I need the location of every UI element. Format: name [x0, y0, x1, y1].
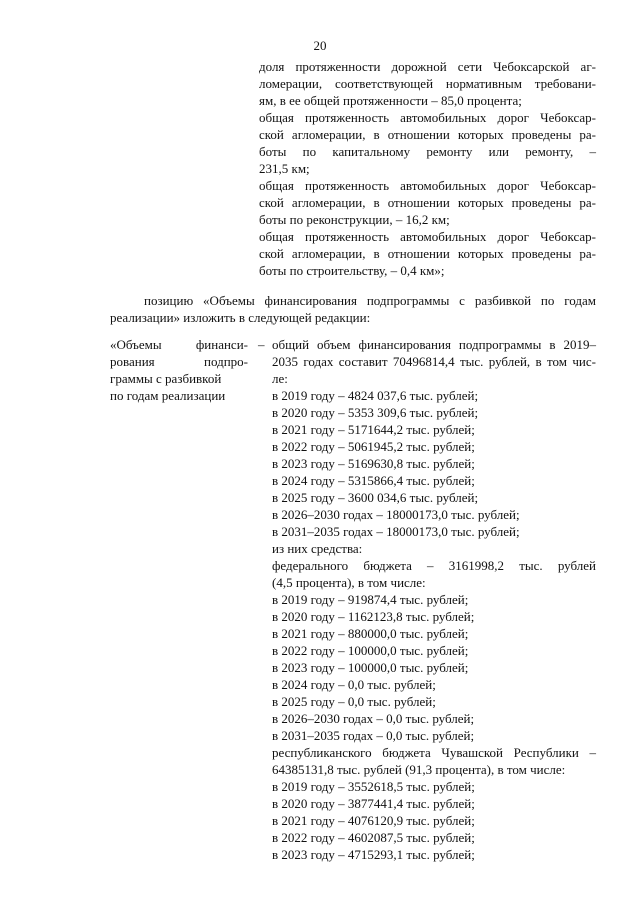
label-line: по годам реализации: [110, 388, 226, 403]
funding-line: в 2023 году – 4715293,1 тыс. рублей;: [272, 847, 475, 862]
table-value-column: [272, 336, 596, 863]
label-line: граммы с разбивкой: [110, 371, 222, 386]
funding-line: в 2026–2030 годах – 0,0 тыс. рублей;: [272, 711, 475, 726]
page-number: 20: [313, 38, 327, 53]
funding-line: общий объем финансирования подпрограммы в 2019–: [272, 337, 596, 352]
indicator-line: доля протяженности дорожной сети Чебоксарской аг-: [259, 59, 596, 74]
indicator-line: ской агломерации, в отношении которых проведены ра-: [259, 127, 596, 142]
indicator-line: боты по капитальному ремонту или ремонту, –: [259, 144, 596, 159]
position-paragraph-line-2: реализации» изложить в следующей редакции:: [110, 310, 371, 325]
funding-line: в 2022 году – 100000,0 тыс. рублей;: [272, 643, 469, 658]
funding-line: в 2021 году – 5171644,2 тыс. рублей;: [272, 422, 475, 437]
funding-line: в 2022 году – 4602087,5 тыс. рублей;: [272, 830, 475, 845]
table-label-column: [110, 336, 248, 404]
funding-line: в 2023 году – 100000,0 тыс. рублей;: [272, 660, 469, 675]
label-line: рования подпро-: [110, 354, 248, 369]
funding-line: (4,5 процента), в том числе:: [272, 575, 426, 590]
indicator-line: общая протяженность автомобильных дорог Чебоксар-: [259, 229, 596, 244]
funding-line: в 2019 году – 3552618,5 тыс. рублей;: [272, 779, 475, 794]
funding-line: ле:: [272, 371, 288, 386]
funding-line: в 2025 году – 0,0 тыс. рублей;: [272, 694, 436, 709]
funding-line: в 2031–2035 годах – 0,0 тыс. рублей;: [272, 728, 475, 743]
funding-line: в 2023 году – 5169630,8 тыс. рублей;: [272, 456, 475, 471]
indicators-block: [259, 58, 596, 279]
position-paragraph-line-1: позицию «Объемы финансирования подпрограммы с разбивкой по годам: [144, 293, 596, 308]
funding-line: в 2019 году – 4824 037,6 тыс. рублей;: [272, 388, 479, 403]
position-paragraph: [110, 292, 596, 326]
funding-line: в 2025 году – 3600 034,6 тыс. рублей;: [272, 490, 479, 505]
funding-line: в 2024 году – 0,0 тыс. рублей;: [272, 677, 436, 692]
indicator-line: боты по реконструкции, – 16,2 км;: [259, 212, 450, 227]
funding-line: 2035 годах составит 70496814,4 тыс. рублей, в том чис-: [272, 354, 596, 369]
indicator-line: общая протяженность автомобильных дорог Чебоксар-: [259, 110, 596, 125]
indicator-line: ям, в ее общей протяженности – 85,0 процента;: [259, 93, 522, 108]
indicator-line: 231,5 км;: [259, 161, 310, 176]
funding-line: в 2020 году – 3877441,4 тыс. рублей;: [272, 796, 475, 811]
funding-line: в 2021 году – 880000,0 тыс. рублей;: [272, 626, 469, 641]
indicator-line: ской агломерации, в отношении которых проведены ра-: [259, 195, 596, 210]
funding-line: в 2020 году – 5353 309,6 тыс. рублей;: [272, 405, 479, 420]
indicator-line: боты по строительству, – 0,4 км»;: [259, 263, 445, 278]
funding-line: республиканского бюджета Чувашской Республики –: [272, 745, 596, 760]
indicator-line: ломерации, соответствующей нормативным требовани-: [259, 76, 596, 91]
funding-line: в 2019 году – 919874,4 тыс. рублей;: [272, 592, 469, 607]
table-dash: –: [258, 337, 265, 352]
funding-line: 64385131,8 тыс. рублей (91,3 процента), в том числе:: [272, 762, 566, 777]
label-line: «Объемы финанси-: [110, 337, 248, 352]
funding-line: в 2031–2035 годах – 18000173,0 тыс. рублей;: [272, 524, 520, 539]
funding-line: из них средства:: [272, 541, 363, 556]
indicator-line: общая протяженность автомобильных дорог Чебоксар-: [259, 178, 596, 193]
funding-line: в 2024 году – 5315866,4 тыс. рублей;: [272, 473, 475, 488]
funding-line: федерального бюджета – 3161998,2 тыс. рублей: [272, 558, 596, 573]
indicator-line: ской агломерации, в отношении которых проведены ра-: [259, 246, 596, 261]
funding-line: в 2020 году – 1162123,8 тыс. рублей;: [272, 609, 475, 624]
funding-line: в 2021 году – 4076120,9 тыс. рублей;: [272, 813, 475, 828]
funding-line: в 2022 году – 5061945,2 тыс. рублей;: [272, 439, 475, 454]
funding-line: в 2026–2030 годах – 18000173,0 тыс. рублей;: [272, 507, 520, 522]
